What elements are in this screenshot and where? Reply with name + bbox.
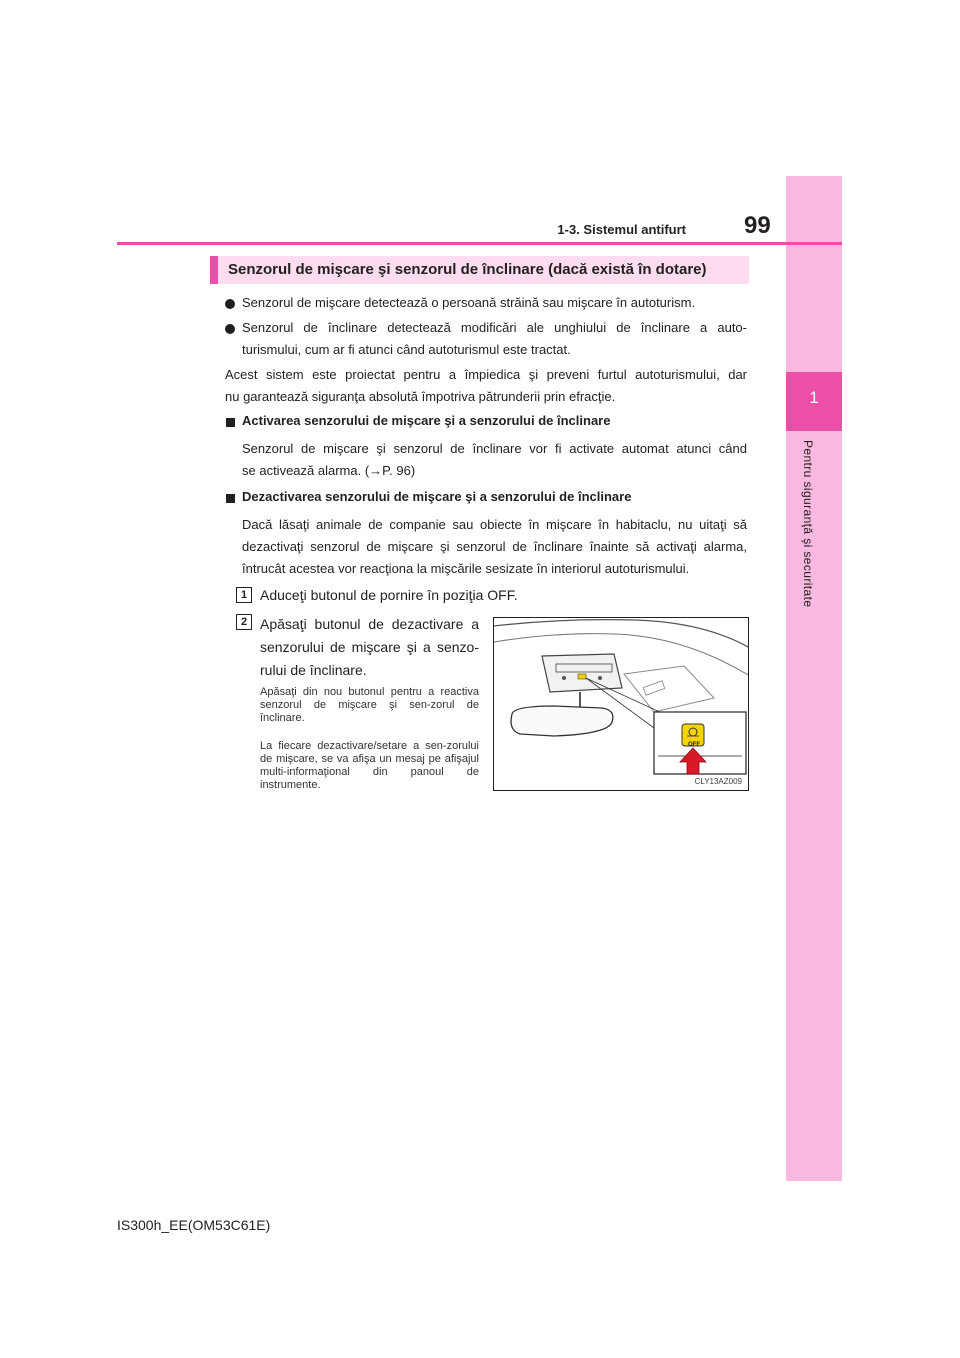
model-code-footer: IS300h_EE(OM53C61E) bbox=[117, 1217, 271, 1233]
section-title: Senzorul de mişcare şi senzorul de înclinare (dacă există în dotare) bbox=[228, 261, 707, 278]
figure-code: CLY13AZ009 bbox=[694, 777, 742, 786]
note-reactivate: Apăsaţi din nou butonul pentru a reactiva senzorul de mişcare şi sen-zorul de înclinare. bbox=[260, 686, 479, 724]
activation-heading: Activarea senzorului de mişcare şi a senzorului de înclinare bbox=[242, 413, 611, 428]
section-header: 1-3. Sistemul antifurt bbox=[557, 222, 686, 237]
chapter-title: Pentru siguranţă şi securitate bbox=[801, 440, 815, 608]
step-2-text: Apăsaţi butonul de dezactivare a bbox=[260, 616, 479, 632]
overhead-console-illustration bbox=[493, 617, 749, 791]
intro-line: Acest sistem este proiectat pentru a împiedica şi preveni furtul autoturismului, dar bbox=[225, 367, 747, 382]
bullet-motion-sensor: Senzorul de mişcare detectează o persoană străină sau mişcare în autoturism. bbox=[242, 295, 696, 310]
activation-text: se activează alarma. (→P. 96) bbox=[242, 463, 416, 478]
intro-line: nu garantează siguranţa absolută împotriva pătrunderii prin efracţie. bbox=[225, 389, 616, 404]
page-number: 99 bbox=[744, 212, 771, 239]
deactivation-text: întrucât acestea vor reacţiona la mişcările sesizate în interiorul autoturismului. bbox=[242, 561, 690, 576]
step-1-text: Aduceţi butonul de pornire în poziţia OFF. bbox=[260, 587, 518, 603]
deactivation-heading: Dezactivarea senzorului de mişcare şi a senzorului de înclinare bbox=[242, 489, 632, 504]
step-2-text: senzorului de mişcare şi a senzo- bbox=[260, 639, 479, 655]
bullet-tilt-sensor-cont: turismului, cum ar fi atunci când autoturismul este tractat. bbox=[242, 342, 571, 357]
chapter-number: 1 bbox=[809, 388, 819, 407]
header-divider bbox=[117, 242, 842, 245]
off-button-label: OFF bbox=[688, 742, 700, 748]
bullet-marker bbox=[225, 299, 235, 309]
heading-marker bbox=[226, 494, 235, 503]
heading-marker bbox=[226, 418, 235, 427]
note-display-message: La fiecare dezactivare/setare a sen-zorului de mişcare, se va afişa un mesaj pe afişajul multi-informaţional din panoul de instrumente. bbox=[260, 740, 479, 791]
bullet-marker bbox=[225, 324, 235, 334]
step-2-text: rului de înclinare. bbox=[260, 662, 367, 678]
step-number-badge: 1 bbox=[236, 587, 252, 603]
activation-text: Senzorul de mişcare şi senzorul de înclinare vor fi activate automat atunci când bbox=[242, 441, 747, 456]
chapter-sidebar bbox=[786, 176, 842, 1181]
step-number-badge: 2 bbox=[236, 614, 252, 630]
deactivation-text: dezactivaţi senzorul de mişcare şi senzorul de înclinare înainte să activaţi alarma, bbox=[242, 539, 747, 554]
chapter-tab bbox=[786, 372, 842, 431]
section-title-box bbox=[210, 256, 749, 284]
bullet-tilt-sensor: Senzorul de înclinare detectează modificări ale unghiului de înclinare a auto- bbox=[242, 320, 747, 335]
console-drawing bbox=[494, 618, 749, 791]
deactivation-text: Dacă lăsaţi animale de companie sau obiecte în mişcare în habitaclu, nu uitaţi să bbox=[242, 517, 747, 532]
